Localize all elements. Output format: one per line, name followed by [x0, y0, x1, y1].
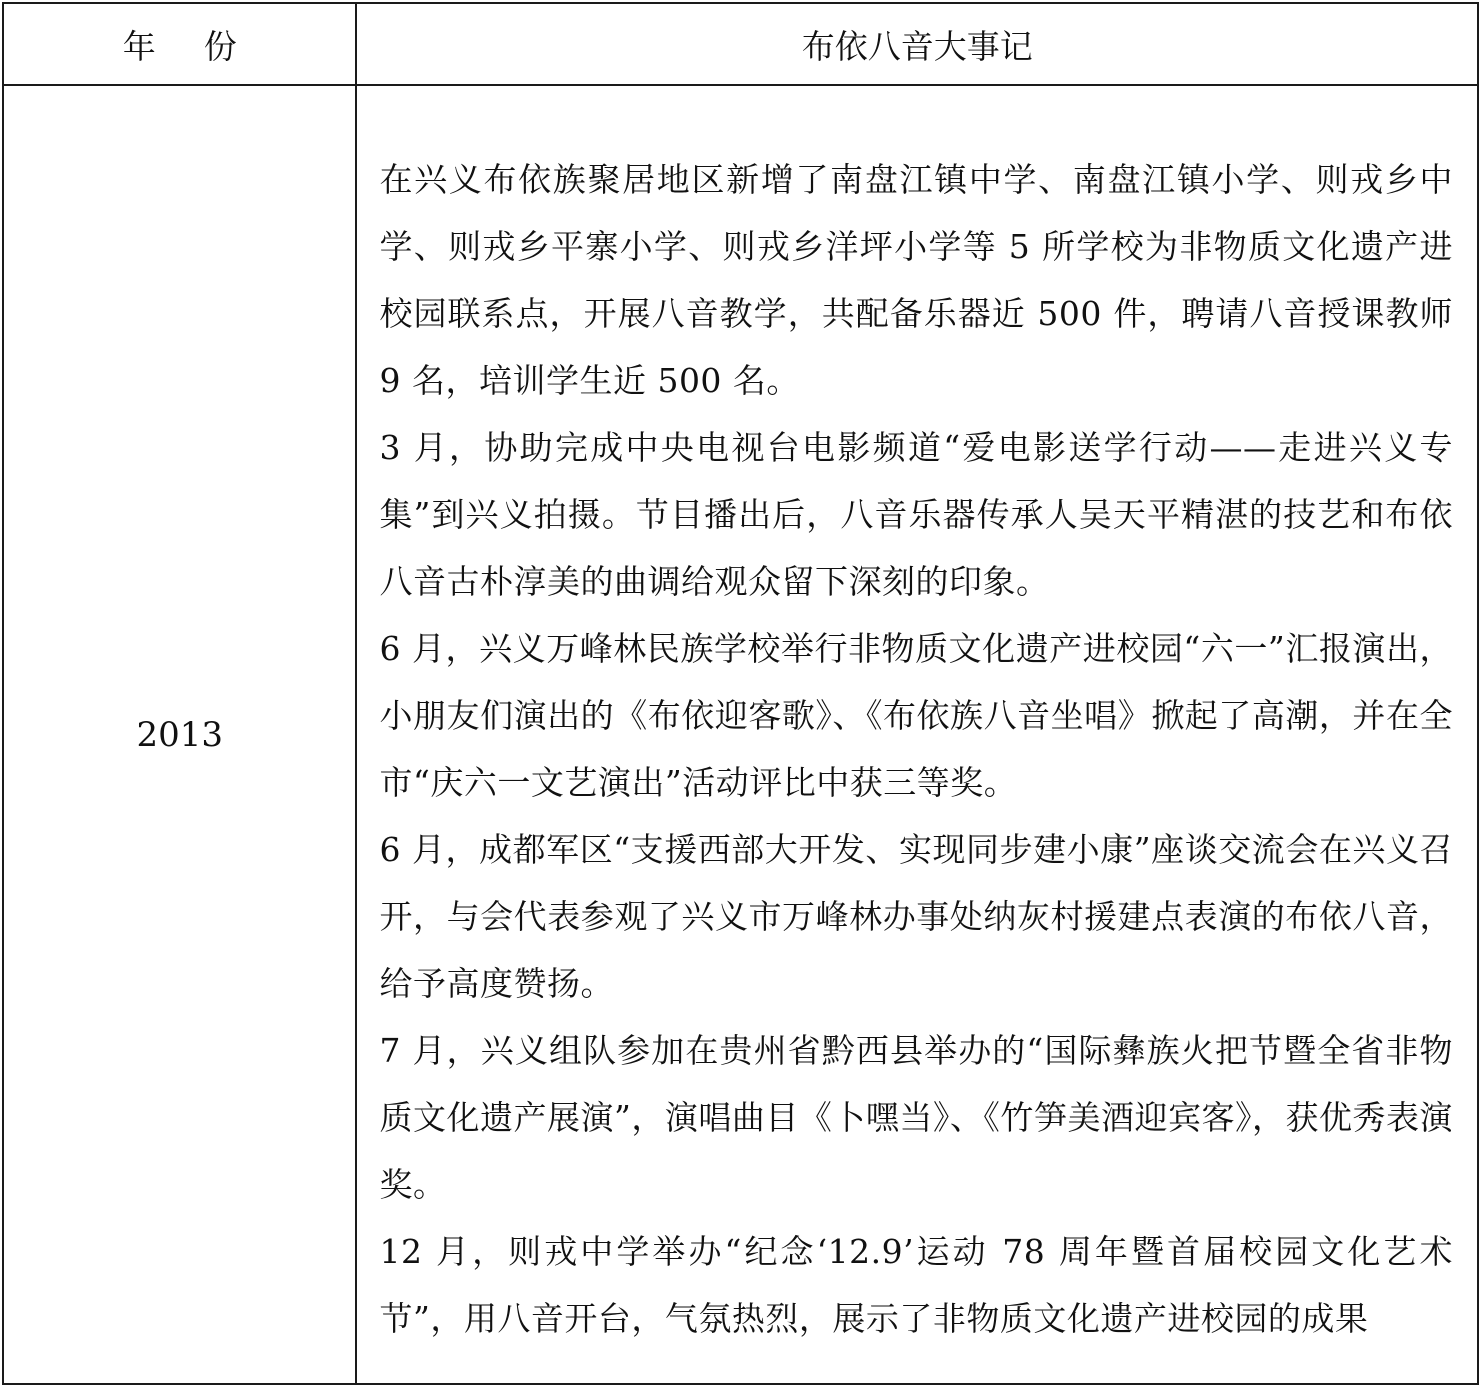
events-list [357, 86, 1477, 1352]
event-entry: 12 月，则戎中学举办“纪念‘12.9’运动 78 周年暨首届校园文化艺术节”，用八音开台，气氛热烈，展示了非物质文化遗产进校园的成果 [379, 1232, 1453, 1338]
header-events: 布依八音大事记 [356, 3, 1478, 85]
event-entry: 6 月，成都军区“支援西部大开发、实现同步建小康”座谈交流会在兴义召开，与会代表参观了兴义市万峰林办事处纳灰村援建点表演的布依八音，给予高度赞扬。 [379, 830, 1453, 1003]
event-entry: 在兴义布依族聚居地区新增了南盘江镇中学、南盘江镇小学、则戎乡中学、则戎乡平寨小学、则戎乡洋坪小学等 5 所学校为非物质文化遗产进校园联系点，开展八音教学，共配备乐器近 500 件，聘请八音授课教师 9 名，培训学生近 500 名。 [379, 160, 1453, 400]
chronicle-table [2, 2, 1479, 1385]
header-year: 年份 [3, 3, 356, 85]
table-row [3, 85, 1478, 1384]
event-entry: 3 月，协助完成中央电视台电影频道“爱电影送学行动——走进兴义专集”到兴义拍摄。节目播出后，八音乐器传承人吴天平精湛的技艺和布依八音古朴淳美的曲调给观众留下深刻的印象。 [379, 428, 1453, 601]
year-cell: 2013 [3, 85, 356, 1384]
event-entry: 7 月，兴义组队参加在贵州省黔西县举办的“国际彝族火把节暨全省非物质文化遗产展演”，演唱曲目《卜嘿当》、《竹笋美酒迎宾客》，获优秀表演奖。 [379, 1031, 1453, 1204]
header-row [3, 3, 1478, 85]
event-entry: 6 月，兴义万峰林民族学校举行非物质文化遗产进校园“六一”汇报演出，小朋友们演出的《布依迎客歌》、《布依族八音坐唱》掀起了高潮，并在全市“庆六一文艺演出”活动评比中获三等奖。 [379, 629, 1453, 802]
events-cell [356, 85, 1478, 1384]
